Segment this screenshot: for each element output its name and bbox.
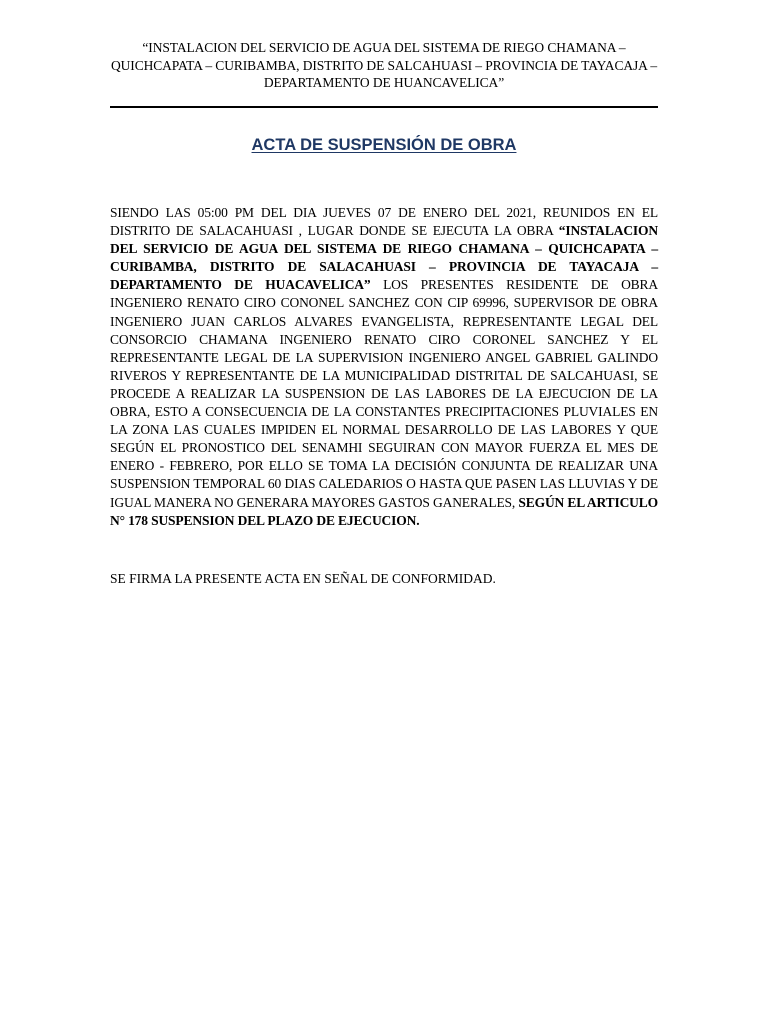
body-intro-text: SIENDO LAS 05:00 PM DEL DIA JUEVES 07 DE ENERO DEL 2021, REUNIDOS EN EL DISTRITO DE SALACAHUASI , LUGAR DONDE SE EJECUTA LA OBRA [110,205,658,239]
header-line-2: QUICHCAPATA – CURIBAMBA, DISTRITO DE SALCAHUASI – PROVINCIA DE TAYACAJA – [111,57,657,73]
document-title: ACTA DE SUSPENSIÓN DE OBRA [251,136,517,154]
body-main-text: LOS PRESENTES RESIDENTE DE OBRA INGENIERO RENATO CIRO CONONEL SANCHEZ CON CIP 69996, SUPERVISOR DE OBRA INGENIERO JUAN CARLOS ALVARES EVANGELISTA, REPRESENTANTE LEGAL DEL CONSORCIO CHAMANA INGENIERO RENATO CIRO CORONEL SANCHEZ Y EL REPRESENTANTE LEGAL DE LA SUPERVISION INGENIERO ANGEL GABRIEL GALINDO RIVEROS Y REPRESENTANTE DE LA MUNICIPALIDAD DISTRITAL DE SALCAHUASI, SE PROCEDE A REALIZAR LA SUSPENSION DE LAS LABORES DE LA EJECUCION DE LA OBRA, ESTO A CONSECUENCIA DE LA CONSTANTES PRECIPITACIONES PLUVIALES EN LA ZONA LAS CUALES IMPIDEN EL NORMAL DESARROLLO DE LAS LABORES Y QUE SEGÚN EL PRONOSTICO DEL SENAMHI SEGUIRAN CON MAYOR FUERZA EL MES DE ENERO - FEBRERO, POR ELLO SE TOMA LA DECISIÓN CONJUNTA DE REALIZAR UNA SUSPENSION TEMPORAL 60 DIAS CALEDARIOS O HASTA QUE PASEN LAS LLUVIAS Y DE IGUAL MANERA NO GENERARA MAYORES GASTOS GANERALES, [110,277,658,510]
project-name-text: “INSTALACION DEL SERVICIO DE AGUA DEL SISTEMA DE RIEGO CHAMANA – QUICHCAPATA – CURIBAMBA, DISTRITO DE SALACAHUASI – PROVINCIA DE TAYACAJA – DEPARTAMENTO DE HUACAVELICA” [110,223,658,293]
header-line-3: DEPARTAMENTO DE HUANCAVELICA” [263,75,505,90]
closing-statement: SE FIRMA LA PRESENTE ACTA EN SEÑAL DE CONFORMIDAD. [110,571,496,586]
header-line-1: “INSTALACION DEL SERVICIO DE AGUA DEL SISTEMA DE RIEGO CHAMANA – [142,40,626,55]
article-reference-text: SEGÚN EL ARTICULO N° 178 SUSPENSION DEL PLAZO DE EJECUCION. [110,494,658,528]
header-divider [110,106,658,108]
body-paragraph [110,204,658,530]
project-header [110,39,658,92]
